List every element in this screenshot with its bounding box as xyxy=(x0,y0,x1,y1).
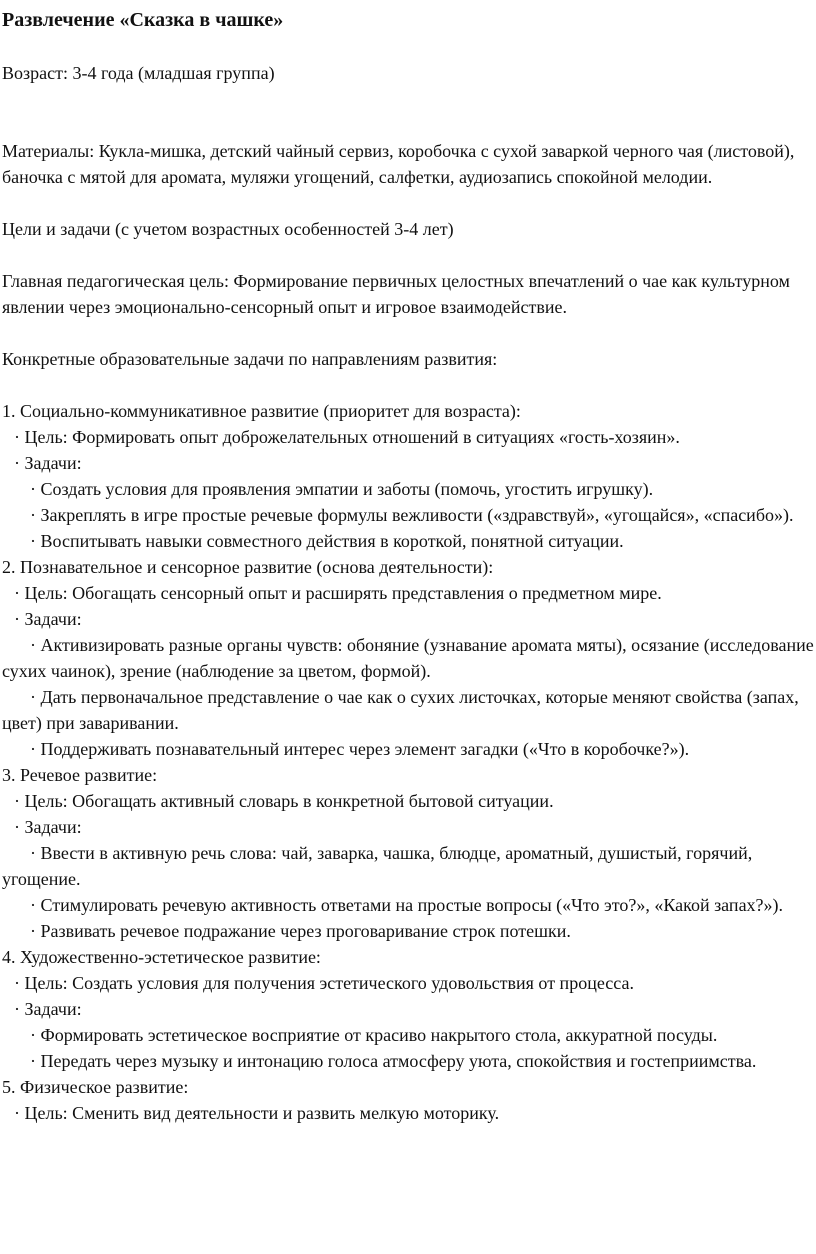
section-heading: 4. Художественно-эстетическое развитие: xyxy=(2,947,321,967)
task-item: · Воспитывать навыки совместного действия в короткой, понятной ситуации. xyxy=(30,531,624,551)
task-item: · Формировать эстетическое восприятие от красиво накрытого стола, аккуратной посуды. xyxy=(30,1025,718,1045)
age-line: Возраст: 3-4 года (младшая группа) xyxy=(2,63,275,83)
goals-heading: Цели и задачи (с учетом возрастных особенностей 3-4 лет) xyxy=(2,219,454,239)
section-heading: 1. Социально-коммуникативное развитие (приоритет для возраста): xyxy=(2,401,521,421)
section-goal: · Цель: Создать условия для получения эстетического удовольствия от процесса. xyxy=(14,973,634,993)
section-heading: 3. Речевое развитие: xyxy=(2,765,158,785)
section-tasks-label: · Задачи: xyxy=(14,817,82,837)
section-goal: · Цель: Обогащать активный словарь в конкретной бытовой ситуации. xyxy=(14,791,554,811)
task-item: · Развивать речевое подражание через проговаривание строк потешки. xyxy=(30,921,571,941)
section-social xyxy=(2,398,814,554)
section-goal: · Цель: Сменить вид деятельности и развить мелкую моторику. xyxy=(14,1103,500,1123)
section-tasks-label: · Задачи: xyxy=(14,609,82,629)
section-goal: · Цель: Обогащать сенсорный опыт и расширять представления о предметном мире. xyxy=(14,583,662,603)
section-artistic xyxy=(2,944,814,1074)
task-item: · Поддерживать познавательный интерес через элемент загадки («Что в коробочке?»). xyxy=(30,739,690,759)
task-item: · Закреплять в игре простые речевые формулы вежливости («здравствуй», «угощайся», «спасибо»). xyxy=(30,505,794,525)
task-item: · Передать через музыку и интонацию голоса атмосферу уюта, спокойствия и гостеприимства. xyxy=(30,1051,757,1071)
section-speech xyxy=(2,762,814,944)
section-physical xyxy=(2,1074,814,1126)
section-tasks-label: · Задачи: xyxy=(14,999,82,1019)
section-heading: 2. Познавательное и сенсорное развитие (основа деятельности): xyxy=(2,557,494,577)
sections-list xyxy=(2,398,814,1126)
task-item: · Ввести в активную речь слова: чай, заварка, чашка, блюдце, ароматный, душистый, горячий, угощение. xyxy=(2,843,753,889)
task-item: · Стимулировать речевую активность ответами на простые вопросы («Что это?», «Какой запах?»). xyxy=(30,895,784,915)
section-tasks-label: · Задачи: xyxy=(14,453,82,473)
section-heading: 5. Физическое развитие: xyxy=(2,1077,189,1097)
task-item: · Дать первоначальное представление о чае как о сухих листочках, которые меняют свойства (запах, цвет) при заваривании. xyxy=(2,687,799,733)
section-goal: · Цель: Формировать опыт доброжелательных отношений в ситуациях «гость-хозяин». xyxy=(14,427,680,447)
task-item: · Создать условия для проявления эмпатии и заботы (помочь, угостить игрушку). xyxy=(30,479,654,499)
tasks-heading: Конкретные образовательные задачи по направлениям развития: xyxy=(2,349,498,369)
materials-paragraph: Материалы: Кукла-мишка, детский чайный сервиз, коробочка с сухой заваркой черного чая (листовой), баночка с мятой для аромата, муляжи угощений, салфетки, аудиозапись спокойной мелодии. xyxy=(2,141,795,187)
document-title: Развлечение «Сказка в чашке» xyxy=(2,9,284,31)
main-goal-paragraph: Главная педагогическая цель: Формирование первичных целостных впечатлений о чае как культурном явлении через эмоционально-сенсорный опыт и игровое взаимодействие. xyxy=(2,271,790,317)
section-cognitive xyxy=(2,554,814,762)
task-item: · Активизировать разные органы чувств: обоняние (узнавание аромата мяты), осязание (исследование сухих чаинок), зрение (наблюдение за цветом, формой). xyxy=(2,635,814,681)
